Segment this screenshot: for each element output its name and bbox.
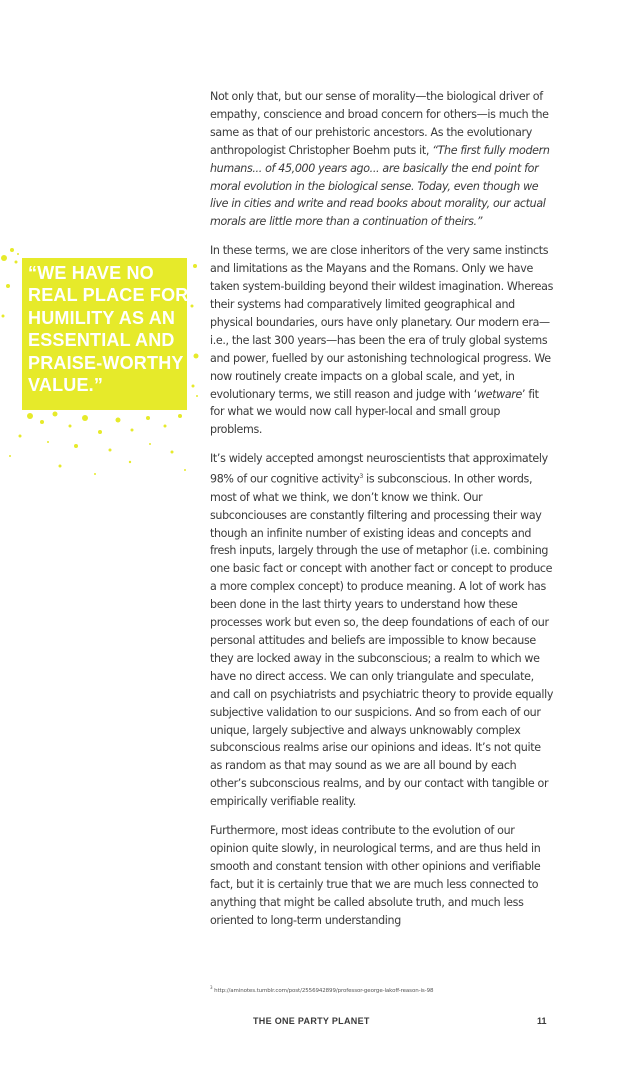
paragraph-1 (210, 88, 555, 231)
wetware-term: wetware (476, 387, 522, 401)
paragraph-3-text-end: is subconscious. In other words, most of what we think, we don’t know we think. Our subconciouses are constantly filtering and processing their way though an infinite number of existing ideas and concepts and fresh inputs, largely through the use of metaphor (i.e. combining one basic fact or concept with another fact or concept to produce a more complex concept) to produce meaning. A lot of work has been done in the last thirty years to understand how these processes work but even so, the deep foundations of each of our personal attitudes and beliefs are impossible to know because they are locked away in the subconscious; a realm to which we have no direct access. We can only triangulate and speculate, and call on psychiatrists and psychiatric theory to provide equally subjective validation to our suspicions. And so from each of our unique, largely subjective and always unknowably complex subconscious realms arise our opinions and ideas. It’s not quite as random as that may sound as we are all bound by each other’s subconscious realms, and by our contact with tangible or empirically verifiable reality. (210, 472, 554, 809)
paragraph-3 (210, 450, 555, 811)
body-text (210, 88, 555, 940)
pullquote-line: VALUE.” (28, 375, 104, 396)
pullquote-line: HUMILITY AS AN (28, 307, 176, 328)
footnote-url: http://aminotes.tumblr.com/post/2556942899/professor-george-lakoff-reason-is-98 (212, 987, 434, 994)
paragraph-2 (210, 242, 555, 439)
boehm-quote: “The first fully modern humans... of 45,000 years ago... are basically the end point for moral evolution in the biological sense. Today, even though we live in cities and write and read books about morality, our actual morals are little more than a continuation of theirs.” (210, 143, 550, 229)
pullquote-line: ESSENTIAL AND (28, 330, 175, 351)
footnote-marker: 3 (210, 985, 213, 990)
paragraph-1-text: Not only that, but our sense of morality—the biological driver of empathy, conscience and broad concern for others—is much the same as that of our prehistoric ancestors. As the evolutionary anthropologist Christopher Boehm puts it, (210, 90, 549, 157)
page-number: 11 (537, 1016, 547, 1026)
paragraph-3-text: It’s widely accepted amongst neuroscientists that approximately 98% of our cognitive activity (210, 452, 548, 486)
paragraph-2-text-end: ’ fit for what we would now call hyper-local and small group problems. (210, 387, 539, 437)
pullquote-line: PRAISE-WORTHY (28, 352, 184, 373)
paragraph-4: Furthermore, most ideas contribute to the evolution of our opinion quite slowly, in neurological terms, and are thus held in smooth and constant tension with other opinions and verifiable fact, but it is certainly true that we are much less connected to anything that might be called absolute truth, and much less oriented to long-term understanding (210, 824, 541, 927)
pullquote-line: “WE HAVE NO (28, 263, 154, 283)
footnote-reference: 3 (359, 473, 363, 481)
pullquote (28, 262, 188, 396)
paragraph-2-text: In these terms, we are close inheritors of the very same instincts and limitations as the Mayans and the Romans. Only we have taken system-building beyond their wildest imagination. Whereas their systems had comparatively limited geographical and physical boundaries, ours have only planetary. Our modern era—i.e., the last 300 years—has been the era of truly global systems and power, fuelled by our astonishing technological progress. We now routinely create impacts on a global scale, and yet, in evolutionary terms, we still reason and judge with ‘ (210, 244, 554, 401)
footnote (210, 985, 433, 994)
running-footer-title: THE ONE PARTY PLANET (253, 1016, 370, 1026)
pullquote-line: REAL PLACE FOR (28, 285, 189, 306)
